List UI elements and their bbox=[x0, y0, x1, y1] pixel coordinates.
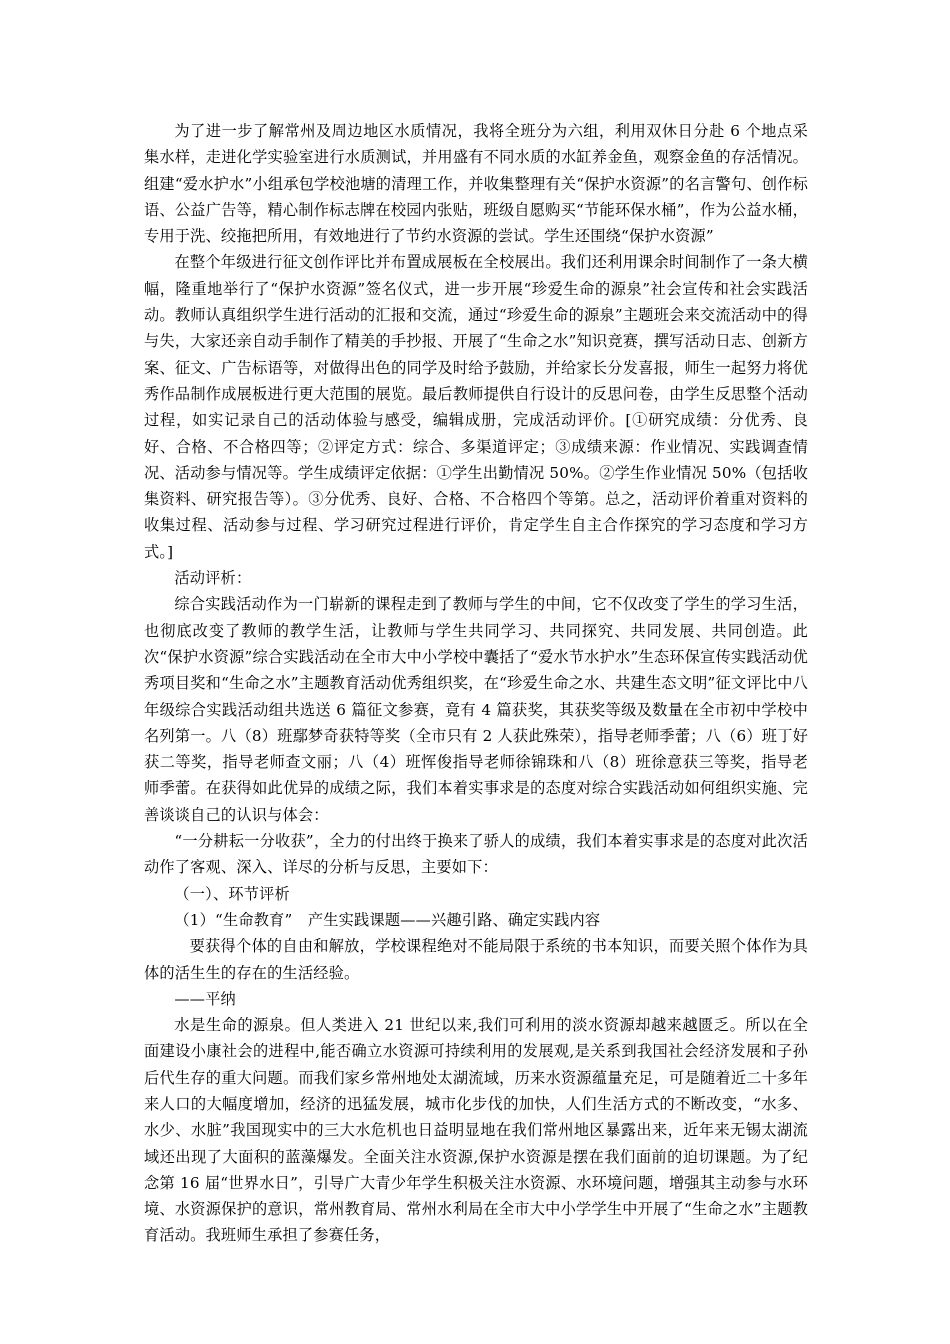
document-body bbox=[144, 118, 808, 1249]
paragraph-reflection: “一分耕耘一分收获”，全力的付出终于换来了骄人的成绩，我们本着实事求是的态度对此次活动作了客观、深入、详尽的分析与反思，主要如下： bbox=[144, 832, 808, 877]
paragraph-activities: 在整个年级进行征文创作评比并布置成展板在全校展出。我们还利用课余时间制作了一条大横幅，隆重地举行了“保护水资源”签名仪式，进一步开展“珍爱生命的源泉”社会宣传和社会实践活动。教师认真组织学生进行活动的汇报和交流，通过“珍爱生命的源泉”主题班会来交流活动中的得与失，大家还亲自动手制作了精美的手抄报、开展了“生命之水”知识竞赛，撰写活动日志、创新方案、征文、广告标语等，对做得出色的同学及时给予鼓励，并给家长分发喜报，师生一起努力将优秀作品制作成展板进行更大范围的展览。最后教师提供自行设计的反思问卷，由学生反思整个活动过程，如实记录自己的活动体验与感受，编辑成册，完成活动评价。[①研究成绩：分优秀、良好、合格、不合格四等；②评定方式：综合、多渠道评定；③成绩来源：作业情况、实践调查情况、活动参与情况等。学生成绩评定依据：①学生出勤情况 50%。②学生作业情况 50%（包括收集资料、研究报告等）。③分优秀、良好、合格、不合格四个等第。总之，活动评价着重对资料的收集过程、活动参与过程、学习研究过程进行评价，肯定学生自主合作探究的学习态度和学习方式。] bbox=[144, 253, 808, 561]
paragraph-water-source: 水是生命的源泉。但人类进入 21 世纪以来,我们可利用的淡水资源却越来越匮乏。所以在全面建设小康社会的进程中,能否确立水资源可持续利用的发展观,是关系到我国社会经济发展和子孙后代生存的重大问题。而我们家乡常州地处太湖流域，历来水资源蕴量充足，可是随着近二十多年来人口的大幅度增加，经济的迅猛发展，城市化步伐的加快，人们生活方式的不断改变，“水多、水少、水脏”我国现实中的三大水危机也日益明显地在我们常州地区暴露出来，近年来无锡太湖流域还出现了大面积的蓝藻爆发。全面关注水资源,保护水资源是摆在我们面前的迫切课题。为了纪念第 16 届“世界水日”，引导广大青少年学生积极关注水资源、水环境问题，增强其主动参与水环境、水资源保护的意识，常州教育局、常州水利局在全市大中小学学生中开展了“生命之水”主题教育活动。我班师生承担了参赛任务， bbox=[144, 1016, 808, 1245]
quote-author: ——平纳 bbox=[174, 989, 236, 1008]
heading-section-one: （一）、环节评析 bbox=[174, 884, 290, 903]
heading-subsection-one: （1）“生命教育” 产生实践课题——兴趣引路、确定实践内容 bbox=[174, 910, 601, 929]
heading-activity-review: 活动评析： bbox=[174, 569, 252, 588]
quote-text: 要获得个体的自由和解放，学校课程绝对不能局限于系统的书本知识，而要关照个体作为具体的活生生的存在的生活经验。 bbox=[144, 937, 808, 982]
paragraph-practice-review: 综合实践活动作为一门崭新的课程走到了教师与学生的中间，它不仅改变了学生的学习生活，也彻底改变了教师的教学生活，让教师与学生共同学习、共同探究、共同发展、共同创造。此次“保护水资源”综合实践活动在全市大中小学校中囊括了“爱水节水护水”生态环保宣传实践活动优秀项目奖和“生命之水”主题教育活动优秀组织奖，在“珍爱生命之水、共建生态文明”征文评比中八年级综合实践活动组共选送 6 篇征文参赛，竟有 4 篇获奖，其获奖等级及数量在全市初中学校中名列第一。八（8）班鄢梦奇获特等奖（全市只有 2 人获此殊荣），指导老师季蕾；八（6）班丁好获二等奖，指导老师查文丽；八（4）班恽俊指导老师徐锦珠和八（8）班徐意获三等奖，指导老师季蕾。在获得如此优异的成绩之际，我们本着实事求是的态度对综合实践活动如何组织实施、完善谈谈自己的认识与体会： bbox=[144, 595, 808, 824]
paragraph-water-survey: 为了进一步了解常州及周边地区水质情况，我将全班分为六组，利用双休日分赴 6 个地点采集水样，走进化学实验室进行水质测试，并用盛有不同水质的水缸养金鱼，观察金鱼的存活情况。组建“爱水护水”小组承包学校池塘的清理工作，并收集整理有关“保护水资源”的名言警句、创作标语、公益广告等，精心制作标志牌在校园内张贴，班级自愿购买“节能环保水桶”，作为公益水桶，专用于洗、绞拖把所用，有效地进行了节约水资源的尝试。学生还围绕“保护水资源” bbox=[144, 122, 808, 246]
